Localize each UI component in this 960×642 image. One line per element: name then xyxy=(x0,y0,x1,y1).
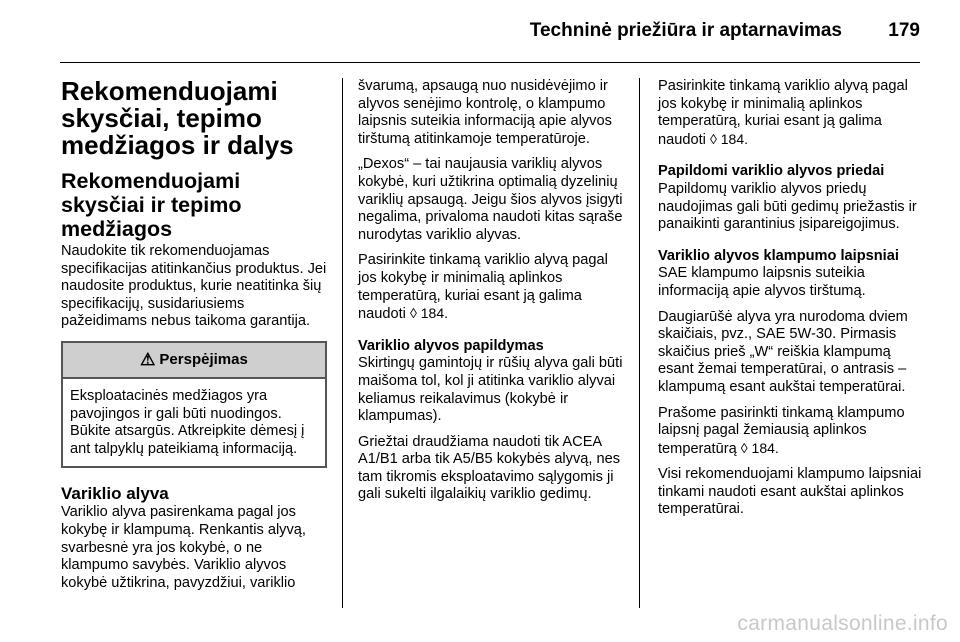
warning-triangle-icon: ⚠ xyxy=(140,350,156,370)
header-title: Techninė priežiūra ir aptarnavimas xyxy=(529,20,842,41)
paragraph: Daugiarūšė alyva yra nurodoma dviem skaičiais, pvz., SAE 5W-30. Pirmasis skaičius prieš „W“ reiškia klampumą esant žemai temperatūrai, o antrasis – klampumą esant aukštai temperatūrai. xyxy=(658,308,908,395)
paragraph-with-ref xyxy=(658,78,928,149)
intro-paragraph: Naudokite tik rekomenduojamas specifikacijas atitinkančius produktus. Jei naudosite produktus, kurie neatitinka šių specifikacijų, susidariusiems pažeidimams nebus taikoma garantija. xyxy=(61,243,327,330)
page-reference-link[interactable]: ◊ 184. xyxy=(740,439,779,456)
engine-oil-paragraph: Variklio alyva pasirenkama pagal jos kokybę ir klampumą. Renkantis alyvą, svarbesnė yra jos kokybė, o ne klampumo savybės. Variklio alyvos kokybė užtikrina, pavyzdžiui, variklio xyxy=(61,504,306,591)
paragraph-with-ref xyxy=(358,252,628,323)
oil-additives-heading: Papildomi variklio alyvos priedai xyxy=(658,163,885,180)
page-header xyxy=(0,0,960,62)
section-heading: Rekomenduojami skysčiai, tepimo medžiagos ir dalys xyxy=(61,76,294,160)
paragraph: SAE klampumo laipsnis suteikia informaciją apie alyvos tirštumą. xyxy=(658,265,866,299)
paragraph-text: Pasirinkite tinkamą variklio alyvą pagal jos kokybę ir minimalią aplinkos temperatūrą, kuriai esant ją galima naudoti xyxy=(358,252,608,323)
warning-box xyxy=(61,341,327,468)
page-number: 179 xyxy=(888,20,920,41)
engine-oil-heading: Variklio alyva xyxy=(61,484,169,504)
column-1 xyxy=(61,78,327,600)
paragraph: švarumą, apsaugą nuo nusidėvėjimo ir alyvos senėjimo kontrolę, o klampumo laipsnis suteikia informaciją apie alyvos tirštumą atitinkamoje temperatūroje. xyxy=(358,78,612,147)
paragraph: Skirtingų gamintojų ir rūšių alyva gali būti maišoma tol, kol ji atitinka variklio alyvai keliamus reikalavimus (kokybė ir klampumas). xyxy=(358,355,623,425)
dexos-paragraph: „Dexos“ – tai naujausia variklių alyvos kokybė, kuri užtikrina optimalią dyzelinių variklių apsaugą. Jeigu šios alyvos įsigyti negalima, privaloma naudoti kitas sąraše nurodytas variklio alyvas. xyxy=(358,156,623,243)
watermark: carmanualsonline.info xyxy=(737,612,948,635)
warning-header xyxy=(63,343,325,379)
viscosity-grades-heading: Variklio alyvos klampumo laipsniai xyxy=(658,247,899,264)
column-divider-2 xyxy=(639,78,640,608)
page-reference-link[interactable]: ◊ 184. xyxy=(709,130,749,147)
header-rule xyxy=(60,62,920,63)
column-2 xyxy=(358,78,628,512)
column-divider-1 xyxy=(342,78,343,608)
paragraph-with-ref xyxy=(658,405,928,459)
subsection-heading: Rekomenduojami skysčiai ir tepimo medžiagos xyxy=(61,169,242,241)
paragraph-text: Prašome pasirinkti tinkamą klampumo laipsnį pagal žemiausią aplinkos temperatūrą xyxy=(658,404,905,457)
paragraph: Griežtai draudžiama naudoti tik ACEA A1/B1 arba tik A5/B5 kokybės alyvą, nes tam tikromis eksploatavimo sąlygomis ji gali sukelti ilgalaikių variklio gedimų. xyxy=(358,433,621,503)
column-3 xyxy=(658,78,928,527)
warning-text: Eksploatacinės medžiagos yra pavojingos ir gali būti nuodingos. Būkite atsargūs. Atkreipkite dėmesį į ant talpyklų pateikiamą informaciją. xyxy=(70,387,305,457)
oil-topup-heading: Variklio alyvos papildymas xyxy=(358,337,544,354)
paragraph: Visi rekomenduojami klampumo laipsniai tinkami naudoti esant aukštai aplinkos temperatūrai. xyxy=(658,466,922,518)
paragraph: Papildomų variklio alyvos priedų naudojimas gali būti gedimų priežastis ir panaikinti garantinius įsipareigojimus. xyxy=(658,180,917,233)
page-reference-link[interactable]: ◊ 184. xyxy=(409,305,449,322)
paragraph-text: Pasirinkite tinkamą variklio alyvą pagal jos kokybę ir minimalią aplinkos temperatūrą, kuriai esant ją galima naudoti xyxy=(658,78,908,148)
warning-title: Perspėjimas xyxy=(159,351,248,369)
